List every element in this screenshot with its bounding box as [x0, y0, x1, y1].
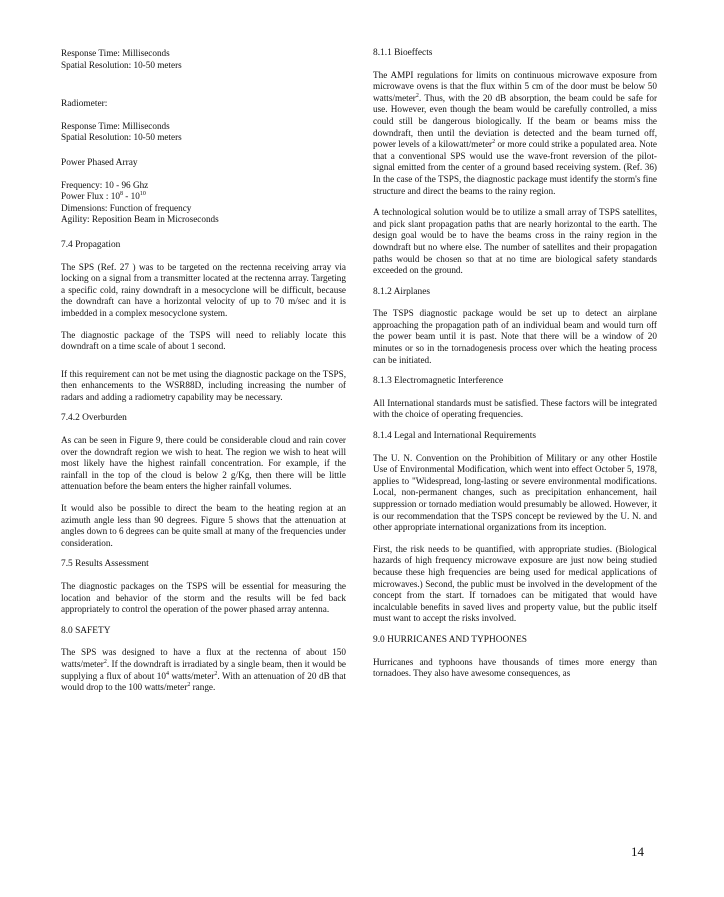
power-array-heading: Power Phased Array [61, 157, 138, 168]
section-heading: 7.4.2 Overburden [61, 413, 127, 424]
section-heading: 8.0 SAFETY [61, 625, 111, 636]
section-heading: 8.1.1 Bioeffects [373, 48, 433, 58]
radiometer-heading: Radiometer: [61, 99, 108, 110]
paragraph: All International standards must be satisfied. These factors will be integrated with the choice of operating frequencies. [373, 397, 657, 420]
paragraph: If this requirement can not be met using the diagnostic package on the TSPS, then enhancements to the WSR88D, including increasing the number of radars and adding a radiometry capability may be necessary. [61, 368, 346, 402]
page-number: 14 [631, 844, 644, 859]
paragraph: The SPS was designed to have a flux at the rectenna of about 150 watts/meter$^2$. If the downdraft is irradiated by a single beam, then it would be supplying a flux of about $10^4$ watts/meter$^2$. With an attenuation of 20 dB that would drop to the 100 watts/meter$^2$ range. [61, 647, 346, 693]
left-column [61, 48, 346, 704]
paragraph: Hurricanes and typhoons have thousands of times more energy than tornadoes. They also have awesome consequences, as [373, 656, 657, 679]
paragraph: The U. N. Convention on the Prohibition of Military or any other Hostile Use of Environmental Modification, which went into effect October 5, 1978, applies to "Widespread, long-lasting or severe environmental modifications. Local, non-permanent changes, such as precipitation enhancement, hail suppression or tornado mediation would presumably be allowed. However, it is our recommendation that the TSPS concept be reviewed by the U. N. and other appropriate international organizations from its inception. [373, 452, 657, 533]
paragraph: The diagnostic packages on the TSPS will be essential for measuring the location and behavior of the storm and the results will be fed back appropriately to control the operation of the power phased array antenna. [61, 581, 346, 615]
dimensions-spec: Dimensions: Function of frequency [61, 202, 192, 213]
spec-line: Response Time: Milliseconds [61, 120, 170, 131]
paragraph: The AMPI regulations for limits on continuous microwave exposure from microwave ovens is that the flux within 5 cm of the door must be below 50 watts/meter$^2$. Thus, with the 20 dB absorption, the beam could be safe for use. However, even though the beam would be carefully controlled, a miss could still be dangerous biologically. If the beam or beams miss the downdraft, then until the deviation is detected and the beam turned off, power levels of a kilowatt/meter$^2$ or more could strike a populated area. Note that a conventional SPS would use the wave-front reversion of the pilot-signal emitted from the center of a ground based receiving system. (Ref. 36) In the case of the TSPS, the diagnostic package must identify the storm's fine structure and direct the beams to the rainy region. [373, 69, 657, 196]
paragraph: First, the risk needs to be quantified, with appropriate studies. (Biological hazards of high frequency microwave exposure are just now being studied because these high frequencies are being used for medical applications of microwaves.) Second, the public must be involved in the development of the concept from the start. If tornadoes can be mitigated that would have incalculable benefits in saved lives and property value, but the public itself must want to accept the risks involved. [373, 543, 657, 624]
paragraph: As can be seen in Figure 9, there could be considerable cloud and rain cover over the downdraft region we wish to heat. The region we wish to heat will most likely have the highest rainfall concentration. For example, if the rainfall in the top of the cloud is below 2 g/Kg, then there will be little attenuation before the beam enters the higher rainfall volumes. [61, 435, 346, 492]
power-flux-spec: Power Flux : $10^8 - 10^{10}$ [61, 191, 146, 202]
paragraph: The TSPS diagnostic package would be set up to detect an airplane approaching the propagation path of an individual beam and would turn off the power beam until it is past. Note that there will be a window of 20 minutes or so in the tornadogenesis process over which the heating process can be initiated. [373, 308, 657, 365]
power-array-specs [61, 180, 346, 226]
agility-spec: Agility: Reposition Beam in Microseconds [61, 214, 219, 225]
spec-line: Spatial Resolution: 10-50 meters [61, 132, 182, 143]
radiometer-specs [61, 121, 346, 144]
spec-line: Response Time: Milliseconds [61, 48, 170, 58]
section-heading: 9.0 HURRICANES AND TYPHOONES [373, 634, 528, 645]
section-heading: 8.1.3 Electromagnetic Interference [373, 376, 504, 387]
paragraph: It would also be possible to direct the beam to the heating region at an azimuth angle less than 90 degrees. Figure 5 shows that the attenuation at angles down to 6 degrees can be quite small at many of the frequencies under consideration. [61, 503, 346, 548]
section-heading: 8.1.2 Airplanes [373, 286, 431, 297]
section-heading: 8.1.4 Legal and International Requirements [373, 431, 536, 442]
section-heading: 7.5 Results Assessment [61, 559, 149, 570]
section-heading: 7.4 Propagation [61, 239, 121, 250]
right-column [373, 48, 657, 690]
spec-line: Spatial Resolution: 10-50 meters [61, 59, 182, 70]
frequency-spec: Frequency: 10 - 96 Ghz [61, 179, 149, 190]
sensor-specs [61, 48, 346, 71]
paragraph: The diagnostic package of the TSPS will need to reliably locate this downdraft on a time scale of about 1 second. [61, 329, 346, 352]
paragraph: The SPS (Ref. 27 ) was to be targeted on the rectenna receiving array via locking on a signal from a transmitter located at the rectenna array. Targeting a specific cold, rainy downdraft in a mesocyclone will be difficult, because the downdraft can have a horizontal velocity of up to 70 m/sec and it is imbedded in a complex mesocyclone system. [61, 261, 346, 318]
paragraph: A technological solution would be to utilize a small array of TSPS satellites, and pick slant propagation paths that are nearly horizontal to the earth. The design goal would be to have the beams cross in the rainy region in the downdraft but no where else. The number of satellites and their propagation paths would be chosen so that at no time are biological safety standards exceeded on the ground. [373, 207, 657, 276]
